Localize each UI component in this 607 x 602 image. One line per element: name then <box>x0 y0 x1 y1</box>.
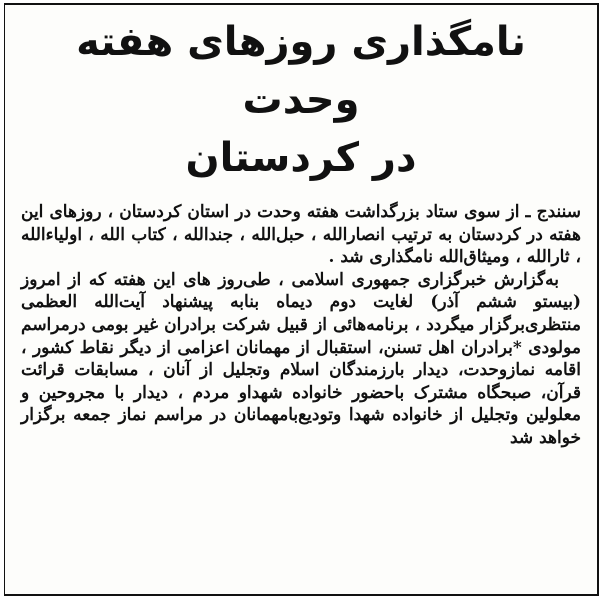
article-body <box>21 201 581 450</box>
paragraph-2: به‌گزارش خبرگزاری جمهوری اسلامی ، طی‌روز های این هفته که از امروز (بیستو ششم آذر) لغایت دوم دیماه بنابه پیشنهاد آیت‌الله العظمی منتظری‌برگزار میگردد ، برنامه‌هائی از قبیل شرکت برادران غیر بومی درمراسم مولودی *برادران اهل تسنن، استقبال از مهمانان اعزامی از دیگر نقاط کشور ، اقامه نمازوحدت، دیدار بارزمندگان اسلام وتجلیل از آنان ، مسابقات قرائت قرآن، صبحگاه مشترک باحضور خانواده شهداو مردم ، دیدار با مجروحین و معلولین وتجلیل از خانواده شهدا وتودیع‌بامهمانان در مراسم نماز جمعه برگزار خواهد شد <box>21 269 581 448</box>
paragraph-1: سنندج ـ از سوی ستاد بزرگداشت هفته وحدت در استان کردستان ، روزهای این هفته در کردستان به ترتیب انصارالله ، حبل‌الله ، جندالله ، کتاب الله ، اولیاءالله ، ثارالله ، ومیثاق‌الله نامگذاری شد . <box>21 202 581 268</box>
headline-line-2: در کردستان <box>185 135 417 181</box>
newspaper-clipping <box>4 3 599 596</box>
headline <box>5 5 597 187</box>
headline-line-1: نامگذاری روزهای هفته وحدت <box>76 19 526 123</box>
